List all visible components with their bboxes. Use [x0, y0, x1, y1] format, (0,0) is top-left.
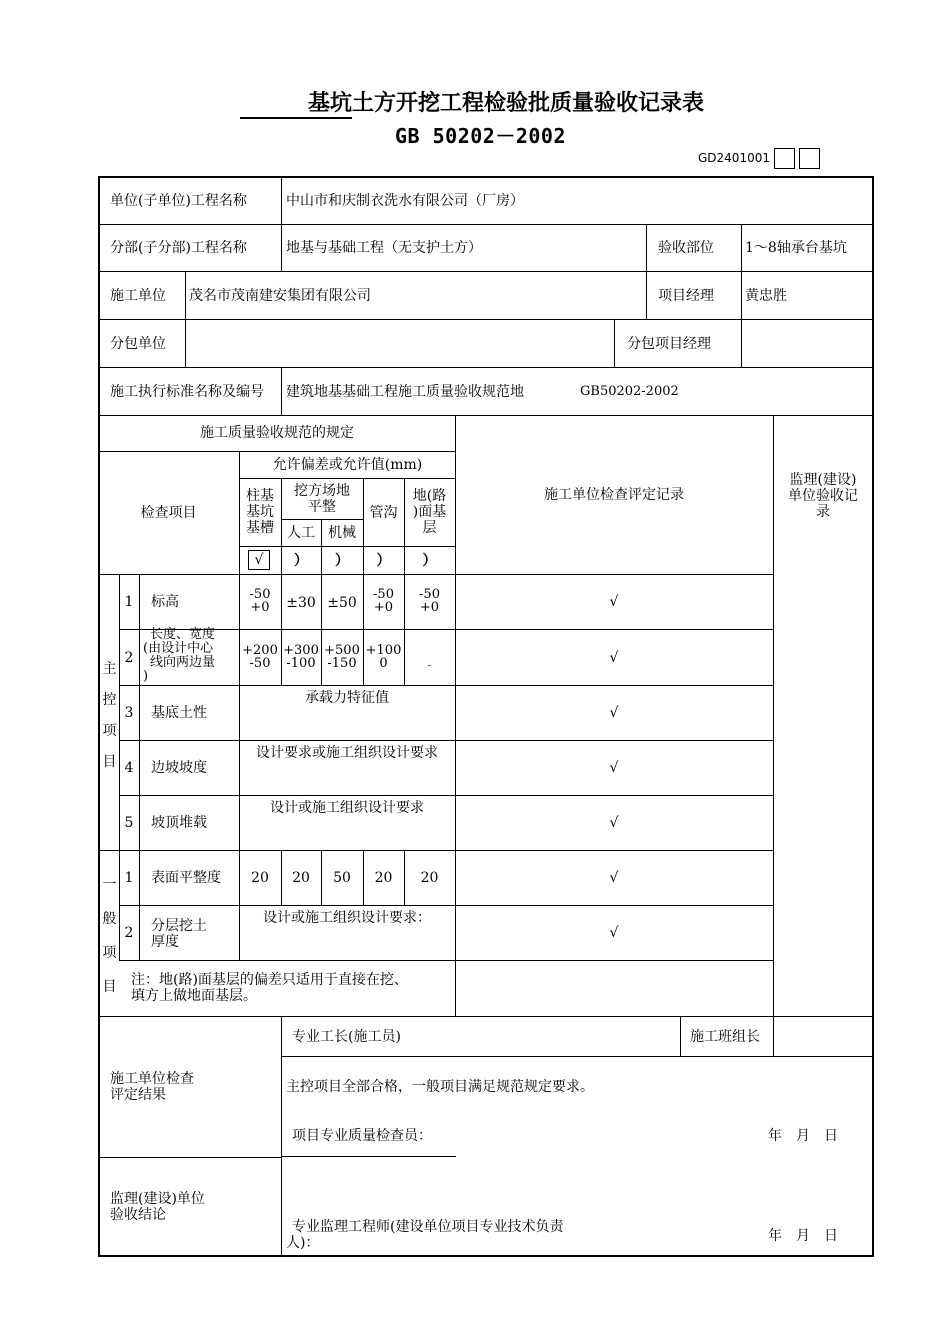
- merged-cell[interactable]: 设计要求或施工组织设计要求: [256, 745, 438, 761]
- pm-label: 项目经理: [658, 288, 714, 304]
- row-no: 1: [124, 870, 134, 886]
- cell-b2[interactable]: 50: [333, 870, 351, 886]
- inspector-label: 项目专业质量检查员：: [292, 1128, 432, 1144]
- cell-b1[interactable]: +300 -100: [283, 643, 319, 671]
- sub-label: 分包单位: [110, 336, 166, 352]
- record-cell[interactable]: √: [609, 870, 619, 886]
- cell-d[interactable]: -50 +0: [419, 587, 440, 615]
- row-no: 4: [124, 760, 134, 776]
- record-cell[interactable]: √: [609, 925, 619, 941]
- sub-pm-label: 分包项目经理: [627, 336, 711, 352]
- std-value[interactable]: 建筑地基基础工程施工质量验收规范地: [286, 384, 524, 400]
- cell-b1[interactable]: ±30: [286, 595, 316, 611]
- col-b-header: 挖方场地 平整: [294, 483, 350, 515]
- form-code: GD2401001: [698, 151, 770, 165]
- page-title: [240, 86, 704, 119]
- title-rest: 土方开挖工程检验批质量验收记录表: [352, 91, 705, 116]
- row-name: 标高: [151, 594, 179, 610]
- cell-b1[interactable]: 20: [292, 870, 310, 886]
- supervision-header: 监理(建设) 单位验收记 录: [788, 472, 858, 520]
- col-d-header: 地(路 )面基 层: [412, 488, 447, 536]
- row-no: 1: [124, 594, 134, 610]
- sup-date[interactable]: 年 月 日: [768, 1228, 838, 1244]
- spec-header: 施工质量验收规范的规定: [200, 425, 354, 441]
- col-a-checkbox[interactable]: √: [248, 550, 270, 570]
- standard-number: GB 50202－2002: [395, 124, 566, 148]
- row-name: 表面平整度: [151, 870, 221, 886]
- col-b2-paren: ）: [335, 553, 349, 569]
- row-no: 5: [124, 815, 134, 831]
- cell-a[interactable]: 20: [251, 870, 269, 886]
- record-cell[interactable]: √: [609, 594, 619, 610]
- division-label: 分部(子分部)工程名称: [110, 240, 247, 256]
- main-items-label: 主 控 项 目: [102, 661, 117, 770]
- record-header: 施工单位检查评定记录: [544, 487, 684, 503]
- record-cell[interactable]: √: [609, 705, 619, 721]
- contractor-value[interactable]: 茂名市茂南建安集团有限公司: [189, 288, 371, 304]
- cell-a[interactable]: -50 +0: [249, 587, 271, 615]
- row-no: 2: [124, 650, 134, 666]
- cell-b2[interactable]: +500 -150: [324, 643, 360, 671]
- col-d-paren: ）: [422, 553, 437, 569]
- record-cell[interactable]: √: [609, 760, 619, 776]
- col-c-paren: ）: [376, 553, 391, 569]
- supervision-label: 监理(建设)单位 验收结论: [110, 1191, 205, 1223]
- allow-header: 允许偏差或允许值(mm): [272, 457, 423, 473]
- contractor-label: 施工单位: [110, 288, 166, 304]
- cell-a[interactable]: +200 -50: [242, 643, 278, 671]
- row-no: 3: [124, 705, 134, 721]
- col-a-header: 柱基 基坑 基槽: [246, 488, 274, 536]
- cell-b2[interactable]: ±50: [327, 595, 357, 611]
- accept-part-value[interactable]: 1～8轴承台基坑: [745, 240, 847, 256]
- col-b1-header: 人工: [287, 525, 315, 541]
- division-value[interactable]: 地基与基础工程（无支护土方）: [286, 240, 482, 256]
- accept-part-label: 验收部位: [658, 240, 714, 256]
- eval-result[interactable]: 主控项目全部合格，一般项目满足规范规定要求。: [286, 1079, 594, 1095]
- title-prefix: 基坑: [240, 91, 352, 119]
- code-box-2[interactable]: [799, 148, 820, 169]
- std-label: 施工执行标准名称及编号: [110, 384, 264, 400]
- row-name: 边坡坡度: [151, 760, 207, 776]
- code-box-1[interactable]: [774, 148, 795, 169]
- record-cell[interactable]: √: [609, 650, 619, 666]
- row-name: 坡顶堆载: [151, 815, 207, 831]
- unit-label: 单位(子单位)工程名称: [110, 193, 247, 209]
- team-leader-label: 施工班组长: [690, 1029, 760, 1045]
- merged-cell[interactable]: 设计或施工组织设计要求：: [263, 910, 431, 926]
- merged-cell[interactable]: 设计或施工组织设计要求: [270, 800, 424, 816]
- record-cell[interactable]: √: [609, 815, 619, 831]
- col-b2-header: 机械: [328, 525, 356, 541]
- eval-label: 施工单位检查 评定结果: [110, 1071, 194, 1103]
- eval-date[interactable]: 年 月 日: [768, 1128, 838, 1144]
- check-item-header: 检查项目: [140, 505, 197, 521]
- unit-value[interactable]: 中山市和庆制衣洗水有限公司（厂房）: [286, 193, 524, 209]
- pm-value[interactable]: 黄忠胜: [745, 288, 787, 304]
- cell-c[interactable]: +100 0: [365, 643, 402, 671]
- foreman-label: 专业工长(施工员): [292, 1029, 401, 1045]
- cell-c[interactable]: 20: [374, 870, 393, 886]
- merged-cell[interactable]: 承载力特征值: [305, 690, 389, 706]
- row-name: 长度、宽度 (由设计中心 线向两边量 ): [143, 627, 216, 684]
- row-name: 基底土性: [151, 705, 207, 721]
- row-name: 分层挖土 厚度: [151, 918, 207, 950]
- note-text: 注：地(路)面基层的偏差只适用于直接在挖、 填方上做地面基层。: [131, 972, 408, 1004]
- row-no: 2: [124, 925, 134, 941]
- col-c-header: 管沟: [369, 505, 398, 521]
- cell-d[interactable]: 20: [420, 870, 439, 886]
- cell-c[interactable]: -50 +0: [373, 587, 394, 615]
- col-b1-paren: ）: [294, 553, 308, 569]
- sup-engineer-label: 专业监理工程师(建设单位项目专业技术负责 人)：: [286, 1219, 564, 1251]
- std-code[interactable]: GB50202-2002: [580, 384, 679, 399]
- general-items-label: 一 般 项 目: [102, 877, 117, 995]
- cell-d[interactable]: -: [427, 657, 432, 673]
